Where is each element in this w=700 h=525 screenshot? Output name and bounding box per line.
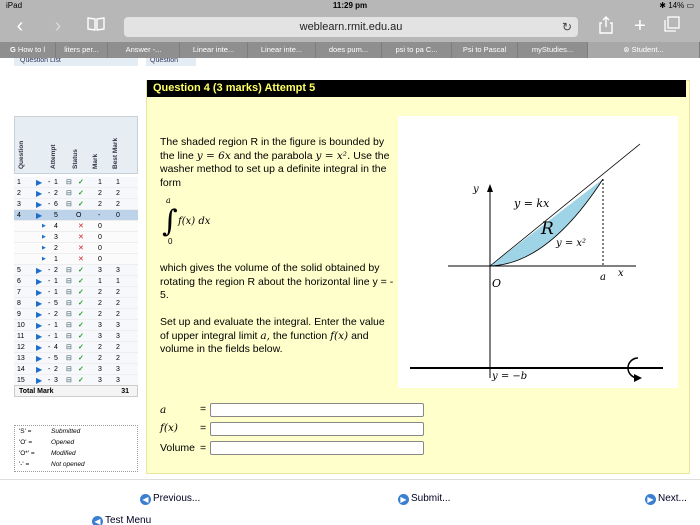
row-question-number: 7 bbox=[17, 289, 21, 296]
x-axis-label: x bbox=[618, 268, 624, 279]
row-attempt: 1 bbox=[54, 289, 58, 296]
row-mark: 1 bbox=[98, 179, 102, 186]
browser-tab-label: psi to pa C... bbox=[395, 45, 438, 54]
parabola-label: y = x² bbox=[556, 238, 587, 249]
tab-strip bbox=[0, 42, 700, 58]
row-best-mark: 2 bbox=[116, 190, 120, 197]
question-row[interactable] bbox=[14, 221, 138, 232]
row-attempt: 5 bbox=[54, 355, 58, 362]
row-mark: 2 bbox=[98, 344, 102, 351]
google-icon: G bbox=[9, 45, 18, 54]
question-paragraph-3 bbox=[160, 316, 394, 357]
open-icon: ⊟ bbox=[66, 311, 72, 318]
next-arrow-icon: ▶ bbox=[645, 494, 656, 505]
row-question-number: 3 bbox=[17, 201, 21, 208]
open-icon: ⊟ bbox=[66, 278, 72, 285]
legend-row bbox=[15, 426, 137, 437]
row-dash: - bbox=[48, 322, 51, 329]
address-bar[interactable] bbox=[124, 17, 578, 37]
status-tick-icon: ✓ bbox=[78, 289, 84, 296]
question-list-header bbox=[14, 116, 138, 174]
legend-key: 'O' = bbox=[19, 439, 33, 446]
row-attempt: 1 bbox=[54, 333, 58, 340]
status-tick-icon: ✓ bbox=[78, 322, 84, 329]
open-icon: ⊟ bbox=[66, 179, 72, 186]
browser-tab-label: Linear inte... bbox=[192, 45, 235, 54]
rotation-line-label: y = −b bbox=[492, 371, 528, 382]
integral-upper: a bbox=[166, 196, 171, 205]
status-tick-icon: ✓ bbox=[78, 201, 84, 208]
q-text-3a: Set up and evaluate the integral. Enter the value of upper integral limit bbox=[160, 316, 385, 342]
row-best-mark: 3 bbox=[116, 267, 120, 274]
open-icon: ⊟ bbox=[66, 201, 72, 208]
a-label: a bbox=[600, 272, 606, 283]
browser-tab-label: Student... bbox=[631, 45, 664, 54]
reload-icon[interactable]: ↻ bbox=[561, 20, 572, 34]
row-attempt: 2 bbox=[54, 267, 58, 274]
next-label: Next... bbox=[658, 493, 687, 504]
open-icon: ⊟ bbox=[66, 344, 72, 351]
open-icon: ⊟ bbox=[66, 366, 72, 373]
open-icon: ⊟ bbox=[66, 377, 72, 384]
test-menu-button[interactable] bbox=[92, 515, 151, 525]
expand-arrow-icon: ▶ bbox=[36, 343, 43, 352]
url-text: weblearn.rmit.edu.au bbox=[299, 21, 403, 33]
status-bar bbox=[0, 0, 700, 12]
row-mark: 0 bbox=[98, 234, 102, 241]
row-question-number: 12 bbox=[17, 344, 25, 351]
question-paragraph-1 bbox=[160, 136, 394, 190]
header-status: Status bbox=[72, 149, 79, 169]
browser-tab[interactable] bbox=[0, 42, 56, 58]
question-title: Question 4 (3 marks) Attempt 5 bbox=[147, 80, 686, 97]
status-tick-icon: ✓ bbox=[78, 355, 84, 362]
status-tick-icon: ✓ bbox=[78, 278, 84, 285]
new-tab-icon[interactable]: + bbox=[634, 15, 646, 37]
question-row[interactable] bbox=[14, 177, 138, 188]
expand-arrow-icon: ▶ bbox=[36, 266, 43, 275]
row-dash: - bbox=[48, 300, 51, 307]
q-text-3-f: f(x) bbox=[330, 329, 349, 342]
row-mark: 0 bbox=[98, 223, 102, 230]
row-question-number: 8 bbox=[17, 300, 21, 307]
legend-key: '-' = bbox=[19, 461, 30, 468]
row-attempt: 1 bbox=[54, 256, 58, 263]
row-mark: 2 bbox=[98, 289, 102, 296]
browser-tab-label: Linear inte... bbox=[260, 45, 303, 54]
submit-arrow-icon: ▶ bbox=[398, 494, 409, 505]
a-field-eq: = bbox=[200, 403, 207, 415]
row-attempt: 1 bbox=[54, 322, 58, 329]
row-mark: 1 bbox=[98, 278, 102, 285]
question-row[interactable] bbox=[14, 243, 138, 254]
bookmarks-icon[interactable] bbox=[84, 16, 108, 38]
status-tick-icon: ✓ bbox=[78, 311, 84, 318]
divider bbox=[0, 479, 700, 480]
row-mark: 3 bbox=[98, 267, 102, 274]
status-legend bbox=[14, 425, 138, 472]
expand-arrow-icon: ▶ bbox=[36, 200, 43, 209]
row-best-mark: 2 bbox=[116, 300, 120, 307]
browser-tab[interactable] bbox=[316, 42, 382, 58]
row-mark: 3 bbox=[98, 333, 102, 340]
expand-arrow-icon: ▶ bbox=[36, 354, 43, 363]
row-question-number: 1 bbox=[17, 179, 21, 186]
browser-toolbar bbox=[0, 12, 700, 42]
y-axis-arrow bbox=[487, 184, 493, 192]
f-input[interactable] bbox=[210, 422, 424, 436]
expand-arrow-icon: ▶ bbox=[42, 223, 46, 229]
browser-tab[interactable] bbox=[248, 42, 316, 58]
header-mark: Mark bbox=[92, 153, 99, 169]
expand-arrow-icon: ▶ bbox=[42, 234, 46, 240]
row-mark: 2 bbox=[98, 201, 102, 208]
f-field-eq: = bbox=[200, 422, 207, 434]
row-dash: - bbox=[48, 355, 51, 362]
row-mark: 3 bbox=[98, 322, 102, 329]
q-text-1c: Use the washer method to set up a definite integral in the form bbox=[160, 149, 390, 189]
page-content bbox=[0, 58, 700, 525]
row-attempt: 4 bbox=[54, 223, 58, 230]
expand-arrow-icon: ▶ bbox=[36, 321, 43, 330]
row-dash: - bbox=[48, 289, 51, 296]
status-tick-icon: ✓ bbox=[78, 377, 84, 384]
question-paragraph-2: which gives the volume of the solid obtained by rotating the region R about the horizontal line y = - 5. bbox=[160, 262, 394, 301]
row-dash: - bbox=[48, 344, 51, 351]
legend-key: 'O*' = bbox=[19, 450, 35, 457]
legend-text: Not opened bbox=[51, 461, 85, 468]
region-figure bbox=[398, 116, 678, 388]
row-question-number: 4 bbox=[17, 212, 21, 219]
q-text-3-a: a, bbox=[260, 329, 270, 342]
row-best-mark: 1 bbox=[116, 278, 120, 285]
row-attempt: 6 bbox=[54, 201, 58, 208]
q-text-3c: and volume in the fields below. bbox=[160, 329, 369, 355]
browser-tab-label: liters per... bbox=[64, 45, 99, 54]
row-attempt: 2 bbox=[54, 311, 58, 318]
question-row[interactable] bbox=[14, 298, 138, 309]
header-question: Question bbox=[18, 140, 25, 169]
total-mark-value: 31 bbox=[121, 388, 129, 395]
legend-text: Opened bbox=[51, 439, 75, 446]
battery-indicator: ✱ 14% ▭ bbox=[659, 1, 694, 10]
row-question-number: 14 bbox=[17, 366, 25, 373]
browser-tab[interactable] bbox=[518, 42, 588, 58]
a-input[interactable] bbox=[210, 403, 424, 417]
row-question-number: 2 bbox=[17, 190, 21, 197]
status-cross-icon: ✕ bbox=[78, 245, 84, 252]
q-text-1b: and the parabola bbox=[233, 149, 313, 162]
row-mark: - bbox=[98, 212, 101, 219]
volume-field-eq: = bbox=[200, 442, 207, 454]
back-icon[interactable]: ‹ bbox=[16, 15, 24, 37]
submit-button[interactable] bbox=[398, 493, 450, 505]
row-mark: 2 bbox=[98, 355, 102, 362]
open-icon: ⊟ bbox=[66, 190, 72, 197]
legend-key: 'S' = bbox=[19, 428, 32, 435]
expand-arrow-icon: ▶ bbox=[42, 245, 46, 251]
question-row[interactable] bbox=[14, 265, 138, 276]
f-field-label: f(x) bbox=[160, 422, 179, 434]
total-mark-label: Total Mark bbox=[19, 388, 54, 395]
volume-input[interactable] bbox=[210, 441, 424, 455]
integral-lower: 0 bbox=[168, 237, 173, 246]
row-dash: - bbox=[48, 311, 51, 318]
row-mark: 2 bbox=[98, 300, 102, 307]
row-attempt: 2 bbox=[54, 366, 58, 373]
header-best-mark: Best Mark bbox=[112, 137, 119, 169]
row-question-number: 11 bbox=[17, 333, 25, 340]
integral-sign: ∫ bbox=[162, 204, 178, 239]
expand-arrow-icon: ▶ bbox=[36, 310, 43, 319]
browser-tab[interactable] bbox=[180, 42, 248, 58]
row-dash: - bbox=[48, 179, 51, 186]
expand-arrow-icon: ▶ bbox=[36, 299, 43, 308]
question-row[interactable] bbox=[14, 199, 138, 210]
submit-label: Submit... bbox=[411, 493, 451, 504]
question-list-title: Question List bbox=[14, 58, 138, 66]
question-row[interactable] bbox=[14, 232, 138, 243]
row-best-mark: 2 bbox=[116, 355, 120, 362]
status-tick-icon: ✓ bbox=[78, 300, 84, 307]
status-tick-icon: ✓ bbox=[78, 344, 84, 351]
tabs-overview-icon[interactable] bbox=[660, 16, 684, 38]
row-dash: - bbox=[48, 201, 51, 208]
row-attempt: 2 bbox=[54, 190, 58, 197]
browser-tab[interactable] bbox=[452, 42, 518, 58]
row-mark: 3 bbox=[98, 366, 102, 373]
row-attempt: 5 bbox=[54, 300, 58, 307]
open-icon: ⊟ bbox=[66, 322, 72, 329]
row-status: O bbox=[76, 212, 82, 219]
open-icon: ⊟ bbox=[66, 289, 72, 296]
question-row[interactable] bbox=[14, 331, 138, 342]
row-attempt: 1 bbox=[54, 179, 58, 186]
row-best-mark: 3 bbox=[116, 333, 120, 340]
origin-label: O bbox=[492, 277, 502, 290]
row-attempt: 1 bbox=[54, 278, 58, 285]
status-tick-icon: ✓ bbox=[78, 267, 84, 274]
parabola-equation: y = x². bbox=[315, 149, 351, 162]
row-best-mark: 2 bbox=[116, 344, 120, 351]
legend-text: Submitted bbox=[51, 428, 81, 435]
browser-tab[interactable] bbox=[382, 42, 452, 58]
browser-tab-label: Psi to Pascal bbox=[462, 45, 507, 54]
question-row[interactable] bbox=[14, 188, 138, 199]
row-question-number: 9 bbox=[17, 311, 21, 318]
row-mark: 2 bbox=[98, 311, 102, 318]
row-attempt: 4 bbox=[54, 344, 58, 351]
question-row[interactable] bbox=[14, 276, 138, 287]
row-attempt: 5 bbox=[54, 212, 58, 219]
expand-arrow-icon: ▶ bbox=[36, 277, 43, 286]
question-tab-label: Question bbox=[146, 58, 196, 66]
previous-arrow-icon: ◀ bbox=[140, 494, 151, 505]
question-list bbox=[14, 177, 138, 386]
row-question-number: 13 bbox=[17, 355, 25, 362]
row-best-mark: 3 bbox=[116, 366, 120, 373]
integrand: f(x) dx bbox=[178, 216, 211, 227]
browser-tab-label: How to l bbox=[17, 45, 45, 54]
line-label: y = kx bbox=[514, 197, 550, 210]
row-mark: 0 bbox=[98, 245, 102, 252]
question-row[interactable] bbox=[14, 210, 138, 221]
volume-field-label: Volume bbox=[160, 442, 196, 454]
previous-button[interactable] bbox=[140, 493, 200, 505]
device-label: iPad bbox=[6, 1, 23, 10]
row-best-mark: 2 bbox=[116, 311, 120, 318]
q-text-3b: the function bbox=[272, 329, 328, 342]
open-icon: ⊟ bbox=[66, 333, 72, 340]
row-attempt: 3 bbox=[54, 234, 58, 241]
question-row[interactable] bbox=[14, 254, 138, 265]
open-icon: ⊟ bbox=[66, 355, 72, 362]
expand-arrow-icon: ▶ bbox=[36, 288, 43, 297]
open-icon: ⊟ bbox=[66, 300, 72, 307]
y-axis-label: y bbox=[473, 184, 479, 195]
expand-arrow-icon: ▶ bbox=[36, 178, 43, 187]
close-tab-icon[interactable]: ⊗ bbox=[623, 45, 632, 54]
integral-form bbox=[160, 196, 240, 252]
browser-tab-label: myStudies... bbox=[531, 45, 574, 54]
status-cross-icon: ✕ bbox=[78, 223, 84, 230]
row-dash: - bbox=[48, 267, 51, 274]
question-row[interactable] bbox=[14, 364, 138, 375]
status-tick-icon: ✓ bbox=[78, 333, 84, 340]
expand-arrow-icon: ▶ bbox=[36, 376, 43, 385]
browser-tab-label: Answer -... bbox=[125, 45, 162, 54]
row-best-mark: 0 bbox=[116, 212, 120, 219]
line-equation: y = 6x bbox=[196, 149, 231, 162]
legend-text: Modified bbox=[51, 450, 76, 457]
question-row[interactable] bbox=[14, 309, 138, 320]
status-tick-icon: ✓ bbox=[78, 179, 84, 186]
header-attempt: Attempt bbox=[50, 144, 57, 169]
test-menu-icon: ◀ bbox=[92, 516, 103, 525]
question-row[interactable] bbox=[14, 287, 138, 298]
total-mark-row bbox=[14, 385, 138, 397]
row-best-mark: 3 bbox=[116, 322, 120, 329]
legend-row bbox=[15, 437, 137, 448]
row-attempt: 2 bbox=[54, 245, 58, 252]
expand-arrow-icon: ▶ bbox=[36, 365, 43, 374]
row-dash: - bbox=[48, 278, 51, 285]
row-question-number: 15 bbox=[17, 377, 25, 384]
a-field-label: a bbox=[160, 404, 167, 416]
legend-row bbox=[15, 448, 137, 459]
status-tick-icon: ✓ bbox=[78, 190, 84, 197]
previous-label: Previous... bbox=[153, 493, 201, 504]
row-mark: 0 bbox=[98, 256, 102, 263]
region-label: R bbox=[541, 219, 554, 239]
browser-tab[interactable] bbox=[56, 42, 108, 58]
forward-icon[interactable]: › bbox=[54, 15, 62, 37]
row-dash: - bbox=[48, 366, 51, 373]
next-button[interactable] bbox=[645, 493, 687, 505]
q-text-1a: The shaded region R in the figure is bounded by the line bbox=[160, 136, 385, 162]
status-tick-icon: ✓ bbox=[78, 366, 84, 373]
row-mark: 2 bbox=[98, 190, 102, 197]
browser-tab[interactable] bbox=[108, 42, 180, 58]
row-attempt: 3 bbox=[54, 377, 58, 384]
battery-level: 14% bbox=[668, 1, 685, 10]
expand-arrow-icon: ▶ bbox=[36, 332, 43, 341]
status-cross-icon: ✕ bbox=[78, 234, 84, 241]
row-best-mark: 2 bbox=[116, 201, 120, 208]
row-best-mark: 1 bbox=[116, 179, 120, 186]
legend-row bbox=[15, 459, 137, 470]
expand-arrow-icon: ▶ bbox=[36, 189, 43, 198]
browser-tab[interactable] bbox=[588, 42, 700, 58]
row-dash: - bbox=[48, 333, 51, 340]
expand-arrow-icon: ▶ bbox=[36, 211, 43, 220]
status-cross-icon: ✕ bbox=[78, 256, 84, 263]
question-row[interactable] bbox=[14, 342, 138, 353]
rotation-arrowhead bbox=[634, 374, 642, 382]
row-mark: 3 bbox=[98, 377, 102, 384]
row-best-mark: 2 bbox=[116, 289, 120, 296]
clock: 11:29 pm bbox=[332, 1, 368, 10]
expand-arrow-icon: ▶ bbox=[42, 256, 46, 262]
open-icon: ⊟ bbox=[66, 267, 72, 274]
row-question-number: 10 bbox=[17, 322, 25, 329]
row-dash: - bbox=[48, 377, 51, 384]
question-row[interactable] bbox=[14, 320, 138, 331]
share-icon[interactable] bbox=[594, 16, 618, 38]
row-question-number: 6 bbox=[17, 278, 21, 285]
row-question-number: 5 bbox=[17, 267, 21, 274]
row-best-mark: 3 bbox=[116, 377, 120, 384]
question-row[interactable] bbox=[14, 353, 138, 364]
browser-tab-label: does pum... bbox=[328, 45, 369, 54]
row-dash: - bbox=[48, 190, 51, 197]
test-menu-label: Test Menu bbox=[105, 515, 152, 525]
